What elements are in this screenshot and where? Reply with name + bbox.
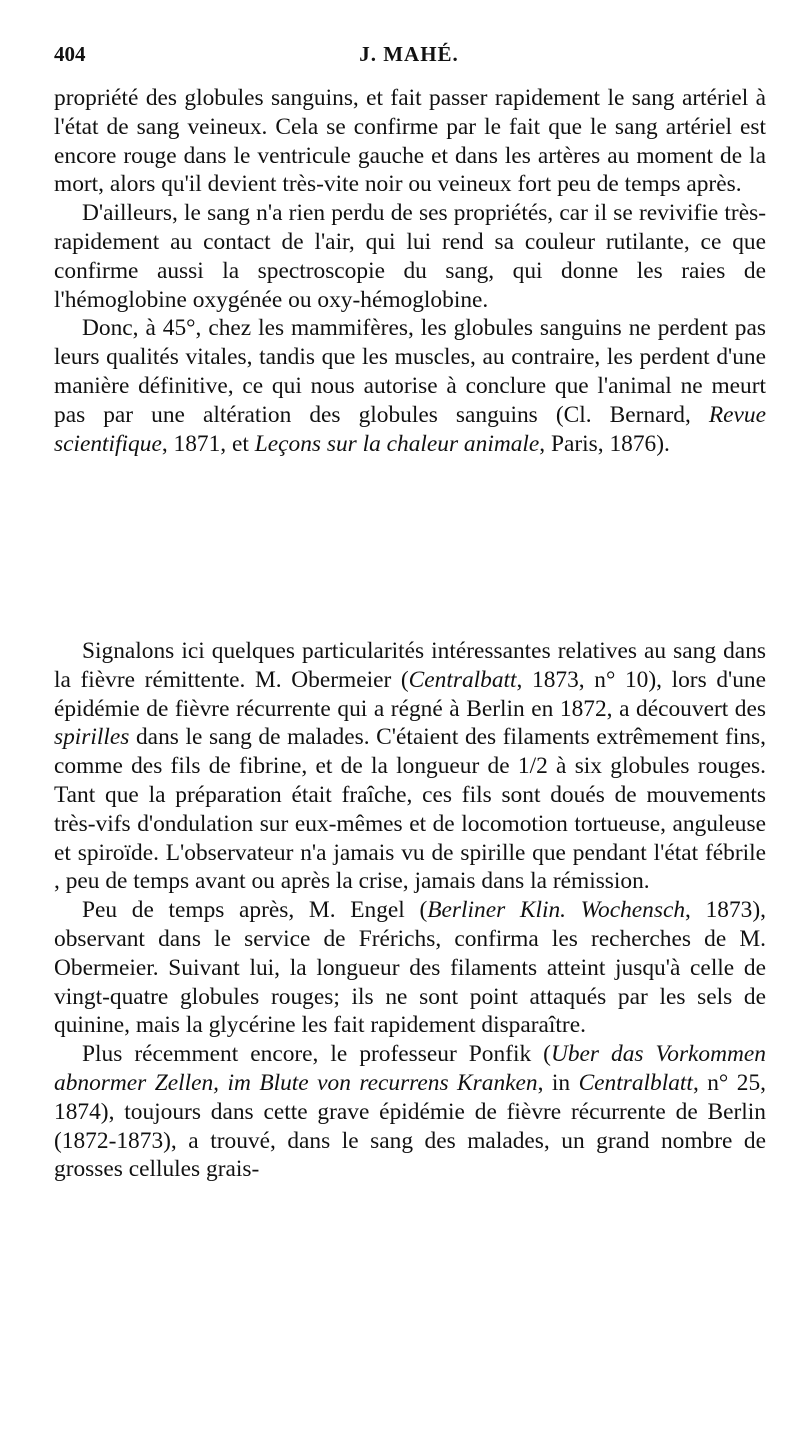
- paragraph: [54, 314, 766, 458]
- paragraph: [54, 637, 766, 896]
- paragraph-text: , n° 25, 1874), toujours dans cette grave épidémie de fièvre récurrente de Berlin (1872-1873), a trouvé, dans le sang des malades, un grand nombre de grosses cellules grais-: [54, 1069, 766, 1183]
- paragraph-text: , Paris, 1876).: [539, 430, 670, 457]
- citation-title: Centralbatt: [408, 666, 517, 693]
- paragraph-text: , in: [537, 1069, 579, 1096]
- paragraph-text: Plus récemment encore, le professeur Ponfik (: [82, 1041, 551, 1068]
- paragraph-text: D'ailleurs, le sang n'a rien perdu de ses propriétés, car il se revivifie très-rapidement au contact de l'air, qui lui rend sa couleur rutilante, ce que confirme aussi la spectroscopie du sang, qui donne les raies de l'hémoglobine oxygénée ou oxy-hémoglobine.: [54, 200, 766, 313]
- paragraph-text: Signalons ici quelques particularités intéressantes relatives au sang dans la fièvre rémittente. M. Obermeier (: [54, 638, 766, 693]
- page-header: [54, 42, 764, 74]
- paragraph: [54, 1040, 766, 1184]
- text-block-bottom: [54, 637, 766, 1184]
- paragraph-text: propriété des globules sanguins, et fait passer rapidement le sang artériel à l'état de sang veineux. Cela se confirme par le fait que le sang artériel est encore rouge dans le ventricule gauche et dans les artères au moment de la mort, alors qu'il devient très-vite noir ou veineux fort peu de temps après.: [54, 85, 766, 198]
- citation-title: Berliner Klin. Wochensch: [427, 897, 686, 924]
- paragraph: [54, 896, 766, 1040]
- paragraph: [54, 84, 766, 199]
- citation-title: Uber das Vorkommen abnormer Zellen, im Blute von recurrens Kranken: [54, 1041, 766, 1096]
- running-head: J. MAHÉ.: [359, 42, 459, 66]
- paragraph-text: , 1873, n° 10), lors d'une épidémie de fièvre récurrente qui a régné à Berlin en 1872, a découvert des: [54, 666, 767, 722]
- paragraph-text: Peu de temps après, M. Engel (: [82, 897, 428, 924]
- paragraph-text: , 1873), observant dans le service de Frérichs, confirma les recherches de M. Obermeier. Suivant lui, la longueur des filaments atteint jusqu'à celle de vingt-quatre globules rouges; ils ne sont point attaqués par les sels de quinine, mais la glycérine les fait rapidement disparaître.: [54, 897, 766, 1039]
- text-block-top: [54, 84, 766, 458]
- citation-title: Centralblatt: [578, 1069, 693, 1096]
- page-number: 404: [54, 42, 86, 66]
- paragraph-text: , 1871, et: [161, 430, 255, 457]
- citation-title: Revue scientifique: [54, 401, 766, 457]
- paragraph-text: Donc, à 45°, chez les mammifères, les globules sanguins ne perdent pas leurs qualités vitales, tandis que les muscles, au contraire, les perdent d'une manière définitive, ce qui nous autorise à conclure que l'animal ne meurt pas par une altération des globules sanguins (Cl. Bernard,: [54, 315, 766, 428]
- paragraph: [54, 199, 766, 314]
- citation-title: Leçons sur la chaleur animale: [254, 430, 540, 457]
- emphasized-term: spirilles: [54, 724, 130, 751]
- paragraph-text: dans le sang de malades. C'étaient des filaments extrêmement fins, comme des fils de fibrine, et de la longueur de 1/2 à six globules rouges. Tant que la préparation était fraîche, ces fils sont doués de mouvements très-vifs d'ondulation sur eux-mêmes et de locomotion tortueuse, anguleuse et spiroïde. L'observateur n'a jamais vu de spirille que pendant l'état fébrile , peu de temps avant ou après la crise, jamais dans la rémission.: [54, 724, 766, 895]
